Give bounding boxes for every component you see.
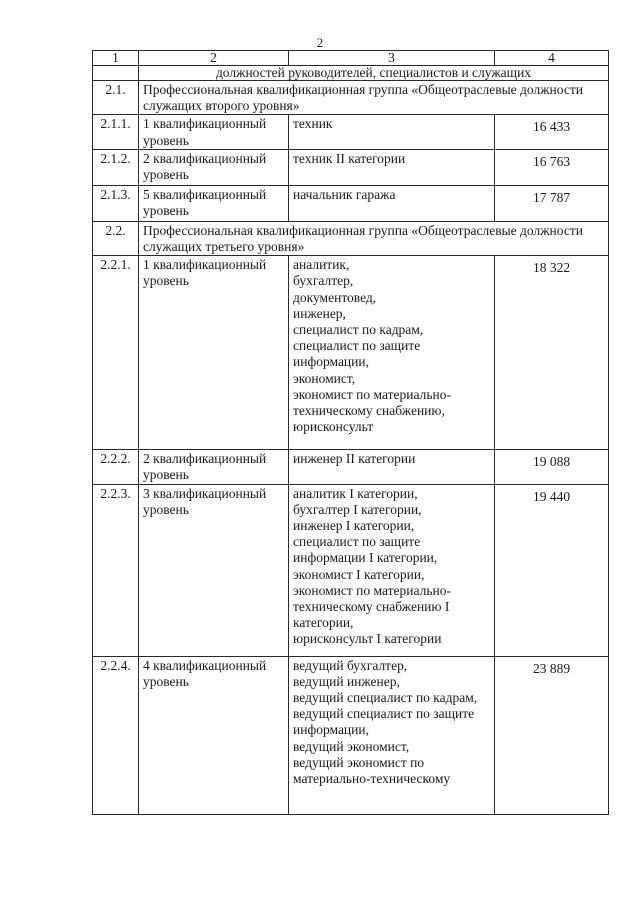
salary-value: 19 440: [532, 488, 571, 504]
positions: техник: [289, 115, 495, 149]
qualification-level: 2 квалификационный уровень: [139, 149, 289, 185]
column-header: 1: [93, 51, 139, 66]
row-number: 2.2.4.: [93, 656, 139, 814]
salary-value: 19 088: [532, 454, 571, 470]
group-number: 2.2.: [93, 221, 139, 255]
qualification-level: 3 квалификационный уровень: [139, 484, 289, 656]
salary-value: 23 889: [532, 660, 571, 676]
continuation-row: [93, 66, 609, 81]
qualification-level: 2 квалификационный уровень: [139, 450, 289, 484]
column-header: 3: [289, 51, 495, 66]
positions: техник II категории: [289, 149, 495, 185]
page-number: 2: [316, 35, 324, 50]
positions: инженер II категории: [289, 450, 495, 484]
group-title: Профессиональная квалификационная группа «Общеотраслевые должности служащих третьего уровня»: [139, 221, 609, 255]
qualification-level: 1 квалификационный уровень: [139, 115, 289, 149]
salary-value: 18 322: [532, 260, 571, 276]
row-number: 2.2.1.: [93, 256, 139, 450]
table-row: [93, 149, 609, 185]
group-number: 2.1.: [93, 81, 139, 115]
continuation-text: должностей руководителей, специалистов и служащих: [139, 66, 609, 81]
group-title: Профессиональная квалификационная группа «Общеотраслевые должности служащих второго уровня»: [139, 81, 609, 115]
row-number: 2.2.3.: [93, 484, 139, 656]
qualification-level: 4 квалификационный уровень: [139, 656, 289, 814]
qualification-level: 1 квалификационный уровень: [139, 256, 289, 450]
salary-value: 16 763: [532, 153, 571, 169]
row-number: 2.1.3.: [93, 185, 139, 221]
qualification-level: 5 квалификационный уровень: [139, 185, 289, 221]
column-header: 2: [139, 51, 289, 66]
salary-value: 17 787: [532, 189, 571, 205]
row-number: 2.2.2.: [93, 450, 139, 484]
table-row: [93, 656, 609, 814]
positions: аналитик, бухгалтер, документовед, инженер, специалист по кадрам, специалист по защите информации, экономист, экономист по материально-техническому снабжению, юрисконсульт: [289, 256, 495, 450]
table-row: [93, 484, 609, 656]
table-row: [93, 256, 609, 450]
positions: аналитик I категории, бухгалтер I категории, инженер I категории, специалист по защите информации I категории, экономист I категории, экономист по материально-техническому снабжению I категории, юрисконсульт I категории: [289, 484, 495, 656]
table-header-row: [93, 51, 609, 66]
column-header: 4: [495, 51, 609, 66]
table-row: [93, 115, 609, 149]
positions: ведущий бухгалтер, ведущий инженер, ведущий специалист по кадрам, ведущий специалист по защите информации, ведущий экономист, ведущий экономист по материально-техническому: [289, 656, 495, 814]
table-row: [93, 450, 609, 484]
salary-table: [92, 50, 609, 815]
row-number: 2.1.2.: [93, 149, 139, 185]
group-row: [93, 221, 609, 255]
salary-value: 16 433: [532, 119, 571, 135]
table-row: [93, 185, 609, 221]
positions: начальник гаража: [289, 185, 495, 221]
row-number: 2.1.1.: [93, 115, 139, 149]
group-row: [93, 81, 609, 115]
